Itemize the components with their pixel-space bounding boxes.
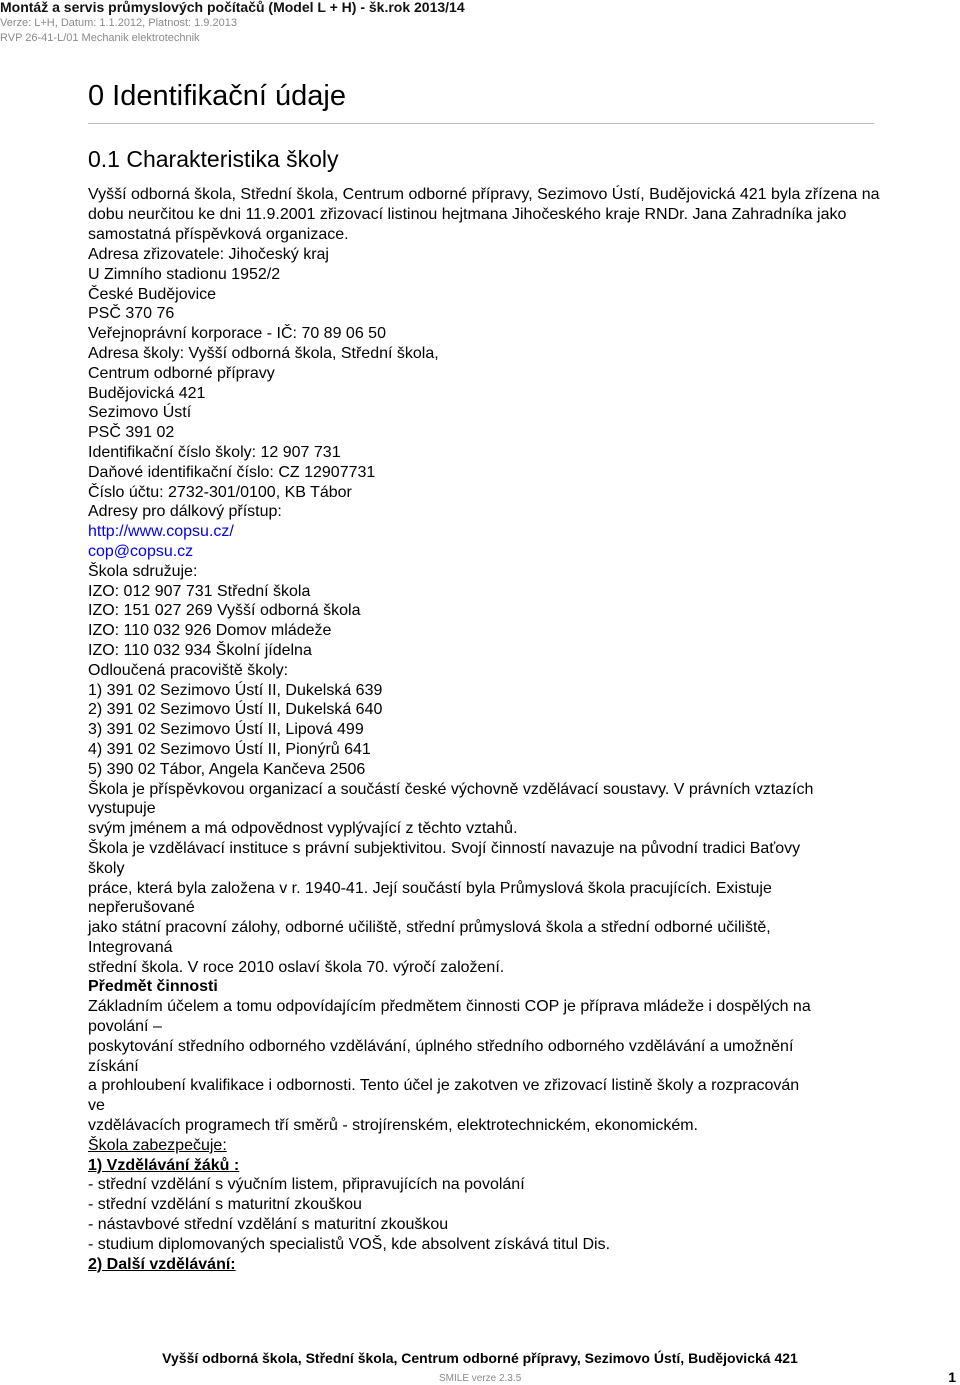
document-title: Montáž a servis průmyslových počítačů (Model L + H) - šk.rok 2013/14 xyxy=(0,0,465,15)
intro-paragraph: Vyšší odborná škola, Střední škola, Centrum odborné přípravy, Sezimovo Ústí, Budějovická 421 byla zřízena na dobu neurčitou ke dni 11.9.2001 zřizovací listinou hejtmana Jihočeského kraje RNDr. Jana Zahradníka jako samostatná příspěvková organizace. xyxy=(88,186,880,243)
version-info: Verze: L+H, Datum: 1.1.2012, Platnost: 1.9.2013 xyxy=(0,17,237,29)
heading-divider xyxy=(88,123,874,124)
subsection-heading: 0.1 Charakteristika školy xyxy=(88,146,339,172)
text-line: 2) 391 02 Sezimovo Ústí II, Dukelská 640 xyxy=(88,701,383,719)
subheading: Předmět činnosti xyxy=(88,978,218,996)
text-line: a prohloubení kvalifikace i odbornosti. Tento účel je zakotven ve zřizovací listině školy a rozpracován xyxy=(88,1077,800,1095)
text-line: - střední vzdělání s výučním listem, připravujících na povolání xyxy=(88,1176,525,1194)
text-line: střední škola. V roce 2010 oslaví škola 70. výročí založení. xyxy=(88,958,505,976)
text-line: České Budějovice xyxy=(88,285,217,303)
text-line: Škola sdružuje: xyxy=(88,562,198,580)
text-line: Integrovaná xyxy=(88,938,173,956)
footer-version: SMILE verze 2.3.5 xyxy=(439,1373,522,1384)
text-line: Číslo účtu: 2732-301/0100, KB Tábor xyxy=(88,483,352,501)
text-line: ve xyxy=(88,1097,105,1115)
text-line: - studium diplomovaných specialistů VOŠ, kde absolvent získává titul Dis. xyxy=(88,1235,611,1253)
text-line: povolání – xyxy=(88,1018,162,1036)
text-line: IZO: 110 032 934 Školní jídelna xyxy=(88,641,312,659)
text-line: Daňové identifikační číslo: CZ 12907731 xyxy=(88,463,376,481)
text-line: jako státní pracovní zálohy, odborné učiliště, střední průmyslová škola a střední odborné učiliště, xyxy=(88,919,771,937)
text-line: Škola je vzdělávací instituce s právní subjektivitou. Svojí činností navazuje na původní tradici Baťovy xyxy=(88,839,801,857)
text-line: IZO: 110 032 926 Domov mládeže xyxy=(88,622,332,640)
rvp-info: RVP 26-41-L/01 Mechanik elektrotechnik xyxy=(0,32,200,44)
contact-link[interactable]: http://www.copsu.cz/ xyxy=(88,523,234,541)
page-number: 1 xyxy=(948,1369,956,1385)
text-line: PSČ 391 02 xyxy=(88,424,175,442)
school-details xyxy=(88,245,888,1274)
text-line: U Zimního stadionu 1952/2 xyxy=(88,265,281,283)
subheading: 2) Další vzdělávání: xyxy=(88,1255,236,1273)
text-line: školy xyxy=(88,859,125,877)
text-line: Centrum odborné přípravy xyxy=(88,364,275,382)
text-line: 5) 390 02 Tábor, Angela Kančeva 2506 xyxy=(88,760,366,778)
text-line: - nástavbové střední vzdělání s maturitní zkouškou xyxy=(88,1216,449,1234)
text-line: Identifikační číslo školy: 12 907 731 xyxy=(88,443,341,461)
text-line: PSČ 370 76 xyxy=(88,305,175,323)
text-line: získání xyxy=(88,1057,139,1075)
text-line: vzdělávacích programech tří směrů - strojírenském, elektrotechnickém, ekonomickém. xyxy=(88,1117,698,1135)
text-line: Veřejnoprávní korporace - IČ: 70 89 06 50 xyxy=(88,325,386,343)
section-heading: 0 Identifikační údaje xyxy=(88,80,346,112)
text-line: vystupuje xyxy=(88,800,156,818)
text-line: Škola je příspěvkovou organizací a součástí české výchovně vzdělávací soustavy. V právních vztazích xyxy=(88,780,814,798)
text-line: IZO: 151 027 269 Vyšší odborná škola xyxy=(88,602,361,620)
contact-link[interactable]: cop@copsu.cz xyxy=(88,542,194,560)
text-line: - střední vzdělání s maturitní zkouškou xyxy=(88,1196,362,1214)
text-line: Odloučená pracoviště školy: xyxy=(88,661,289,679)
text-line: Adresa zřizovatele: Jihočeský kraj xyxy=(88,246,329,263)
text-line: 3) 391 02 Sezimovo Ústí II, Lipová 499 xyxy=(88,721,364,739)
footer-school-name: Vyšší odborná škola, Střední škola, Centrum odborné přípravy, Sezimovo Ústí, Budějovická 421 xyxy=(162,1350,798,1366)
text-line: IZO: 012 907 731 Střední škola xyxy=(88,582,311,600)
text-line: Adresa školy: Vyšší odborná škola, Střední škola, xyxy=(88,344,439,362)
text-line: Základním účelem a tomu odpovídajícím předmětem činnosti COP je příprava mládeže i dospělých na xyxy=(88,998,811,1016)
text-line: Budějovická 421 xyxy=(88,384,206,402)
text-line: práce, která byla založena v r. 1940-41. Její součástí byla Průmyslová škola pracujících. Existuje xyxy=(88,879,772,897)
text-line: Adresy pro dálkový přístup: xyxy=(88,503,282,521)
text-line: 4) 391 02 Sezimovo Ústí II, Pionýrů 641 xyxy=(88,740,371,758)
text-line: Škola zabezpečuje: xyxy=(88,1136,227,1154)
text-line: 1) 391 02 Sezimovo Ústí II, Dukelská 639 xyxy=(88,681,383,699)
text-line: nepřerušované xyxy=(88,899,195,917)
text-line: svým jménem a má odpovědnost vyplývající z těchto vztahů. xyxy=(88,820,518,838)
text-line: poskytování středního odborného vzdělávání, úplného středního odborného vzdělávání a umožnění xyxy=(88,1037,794,1055)
subheading: 1) Vzdělávání žáků : xyxy=(88,1156,240,1174)
text-line: Sezimovo Ústí xyxy=(88,404,192,422)
